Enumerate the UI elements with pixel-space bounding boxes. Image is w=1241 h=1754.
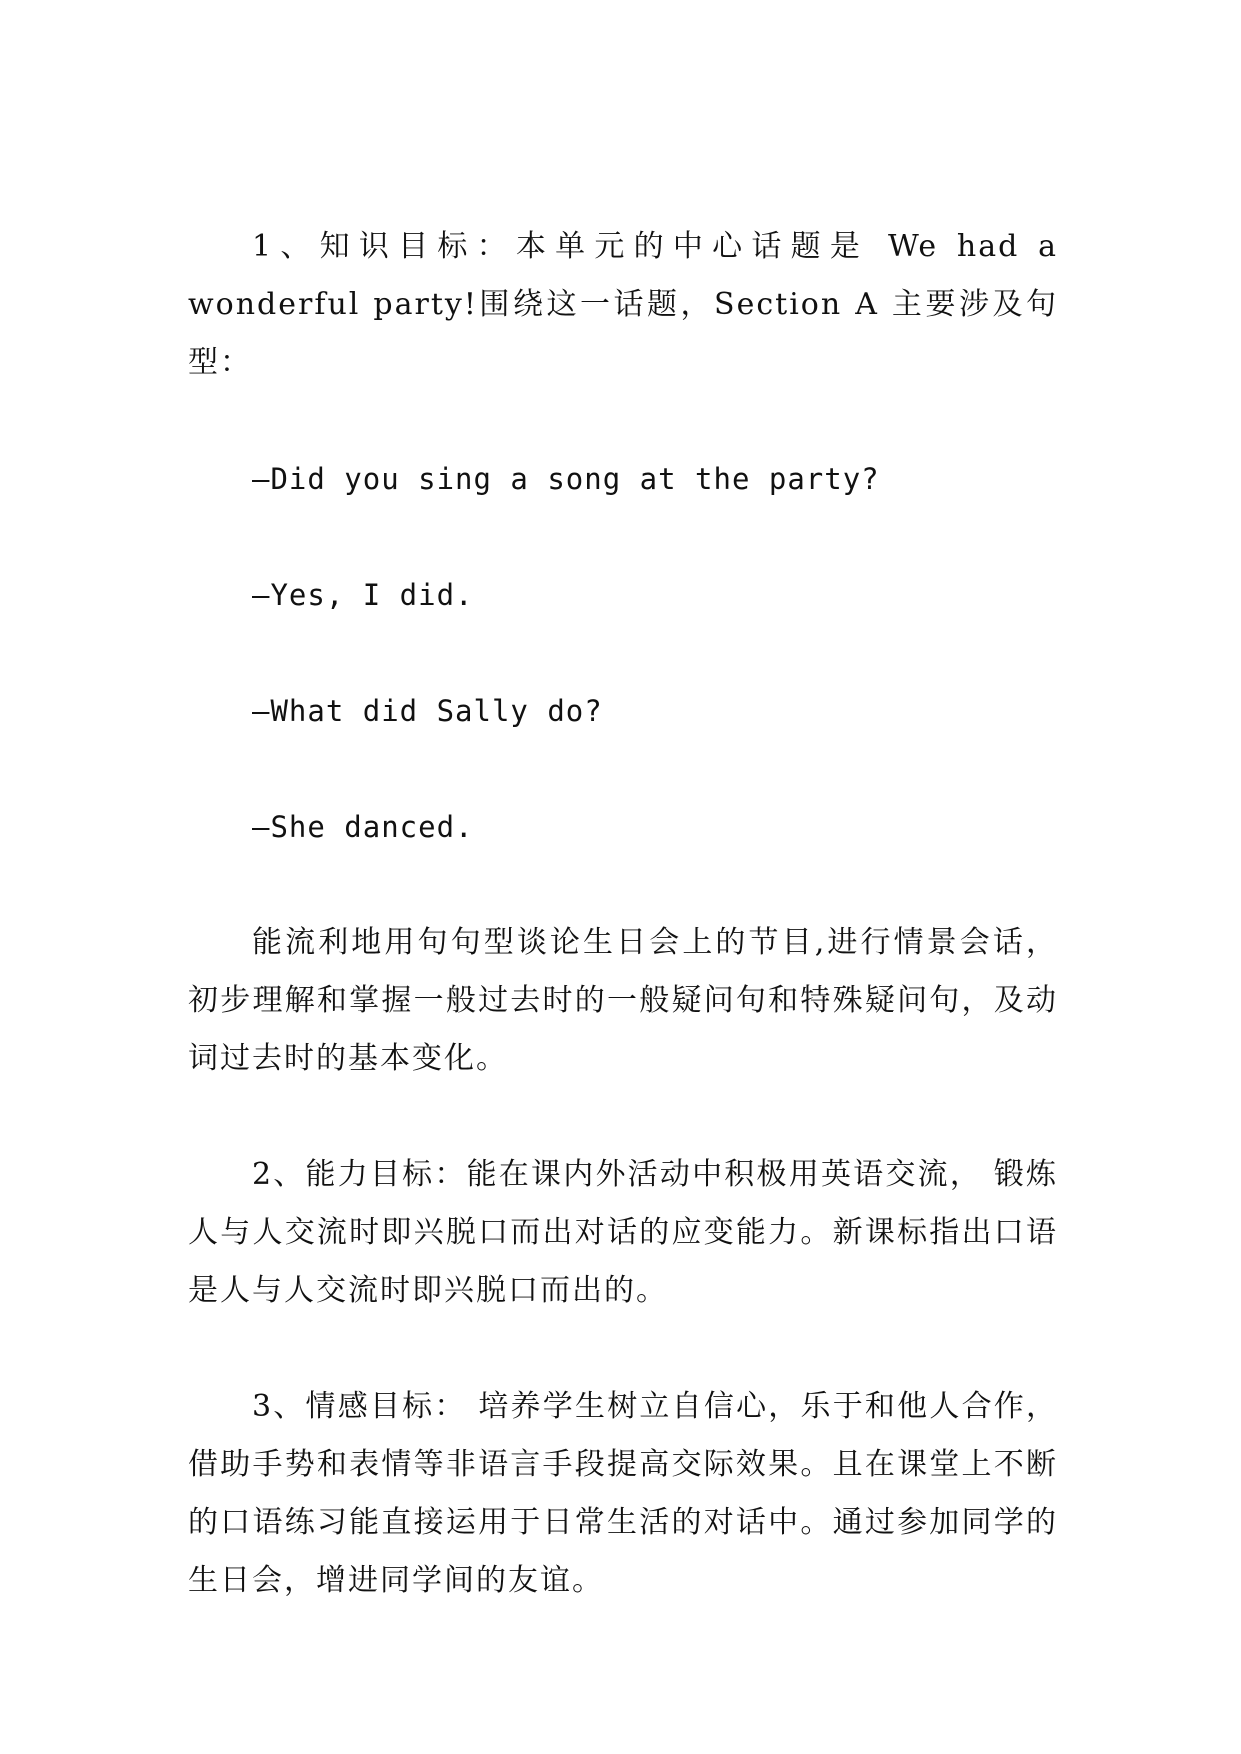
knowledge-goal-paragraph: 1、知识目标：本单元的中心话题是 We had a wonderful party!围绕这一话题，Section A 主要涉及句型： (188, 229, 1058, 380)
document-body (188, 218, 1058, 1610)
dialog-line-answer-2: —She danced. (252, 810, 474, 844)
dialog-line-question-1: —Did you sing a song at the party? (252, 462, 880, 496)
emotion-goal-paragraph: 3、情感目标： 培养学生树立自信心，乐于和他人合作，借助手势和表情等非语言手段提高交际效果。且在课堂上不断的口语练习能直接运用于日常生活的对话中。通过参加同学的生日会，增进同学间的友谊。 (188, 1389, 1058, 1598)
dialog-line-answer-1: —Yes, I did. (252, 578, 474, 612)
knowledge-goal-summary-paragraph: 能流利地用句句型谈论生日会上的节目,进行情景会话，初步理解和掌握一般过去时的一般疑问句和特殊疑问句，及动词过去时的基本变化。 (188, 925, 1058, 1076)
dialog-line-question-2: —What did Sally do? (252, 694, 603, 728)
ability-goal-paragraph: 2、能力目标：能在课内外活动中积极用英语交流， 锻炼人与人交流时即兴脱口而出对话的应变能力。新课标指出口语是人与人交流时即兴脱口而出的。 (188, 1157, 1058, 1308)
